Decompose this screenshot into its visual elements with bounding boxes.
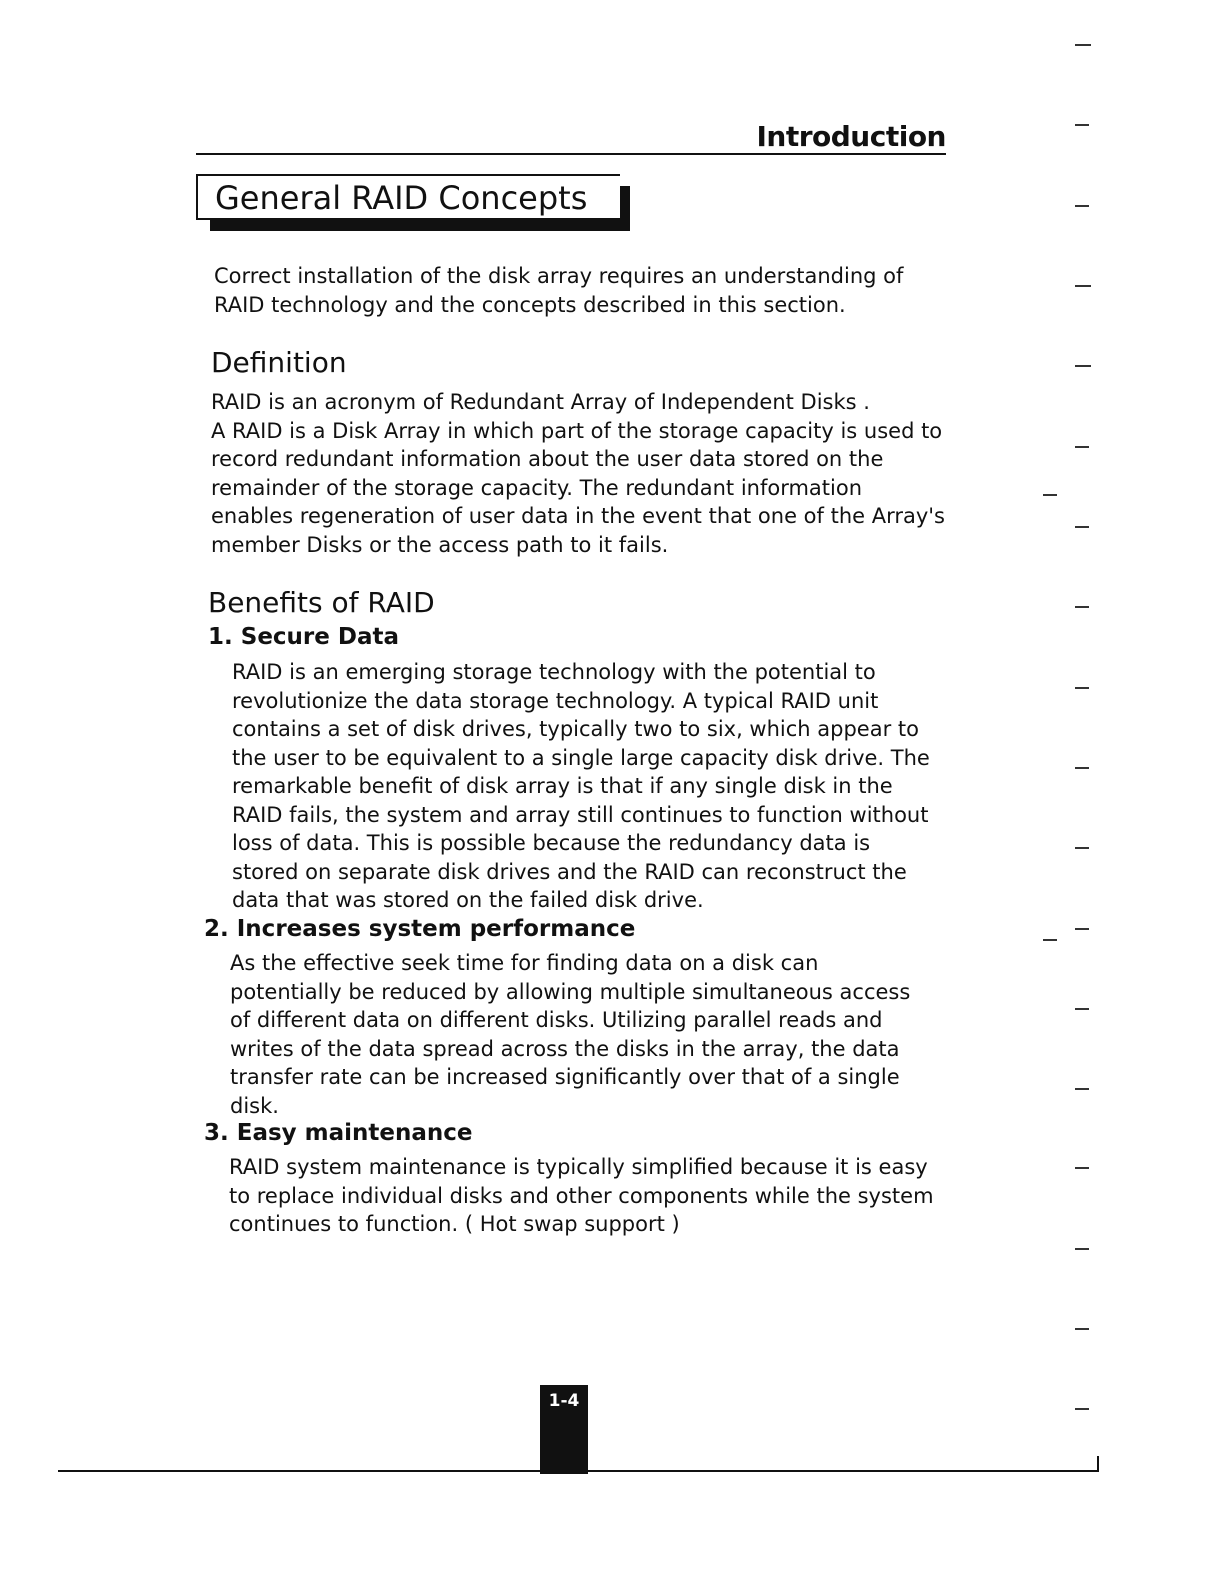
footer-rule-end xyxy=(1097,1456,1099,1472)
margin-mark xyxy=(1043,939,1057,941)
benefit-3-title: 3. Easy maintenance xyxy=(204,1120,473,1146)
title-box-shadow xyxy=(210,219,630,231)
margin-mark xyxy=(1075,1088,1089,1090)
margin-mark xyxy=(1075,687,1089,689)
margin-mark xyxy=(1075,526,1089,528)
margin-mark xyxy=(1075,44,1091,46)
page-title: General RAID Concepts xyxy=(215,179,588,217)
page-number: 1-4 xyxy=(548,1391,580,1411)
margin-mark xyxy=(1075,124,1089,126)
intro-paragraph: Correct installation of the disk array requires an understanding of RAID technology and the concepts described in this section. xyxy=(214,264,904,317)
margin-mark xyxy=(1075,1008,1089,1010)
benefit-2-body: As the effective seek time for finding data on a disk can potentially be reduced by allowing multiple simultaneous access of different data on different disks. Utilizing parallel reads and writes of the data spread across the disks in the array, the data transfer rate can be increased significantly over that of a single disk. xyxy=(230,951,911,1118)
definition-line-1: RAID is an acronym of Redundant Array of Independent Disks . xyxy=(211,390,870,414)
margin-mark xyxy=(1075,1408,1089,1410)
margin-mark xyxy=(1075,1167,1089,1169)
benefit-2-title: 2. Increases system performance xyxy=(204,916,636,942)
margin-mark xyxy=(1043,494,1057,496)
header-rule xyxy=(196,153,946,155)
benefit-1-title: 1. Secure Data xyxy=(208,624,399,650)
definition-line-2: A RAID is a Disk Array in which part of the storage capacity is used to record redundant information about the user data stored on the remainder of the storage capacity. The redundant information enables regeneration of user data in the event that one of the Array's member Disks or the access path to it fails. xyxy=(211,418,945,557)
margin-mark xyxy=(1075,767,1089,769)
definition-heading: Definition xyxy=(211,346,347,379)
benefit-1-body: RAID is an emerging storage technology with the potential to revolutionize the data storage technology. A typical RAID unit contains a set of disk drives, typically two to six, which appear to the user to be equivalent to a single large capacity disk drive. The remarkable benefit of disk array is that if any single disk in the RAID fails, the system and array still continues to function without loss of data. This is possible because the redundancy data is stored on separate disk drives and the RAID can reconstruct the data that was stored on the failed disk drive. xyxy=(232,660,930,912)
margin-mark xyxy=(1075,847,1089,849)
margin-mark xyxy=(1075,606,1089,608)
margin-mark xyxy=(1075,1328,1089,1330)
margin-mark xyxy=(1075,928,1089,930)
margin-mark xyxy=(1075,205,1089,207)
benefits-heading: Benefits of RAID xyxy=(208,586,435,619)
benefit-3-body: RAID system maintenance is typically simplified because it is easy to replace individual disks and other components while the system continues to function. ( Hot swap support ) xyxy=(229,1155,934,1236)
margin-mark xyxy=(1075,365,1091,367)
definition-body xyxy=(211,388,946,559)
margin-mark xyxy=(1075,1248,1089,1250)
margin-mark xyxy=(1075,285,1091,287)
footer-rule xyxy=(58,1470,1098,1472)
running-header: Introduction xyxy=(756,120,946,153)
margin-mark xyxy=(1075,446,1089,448)
